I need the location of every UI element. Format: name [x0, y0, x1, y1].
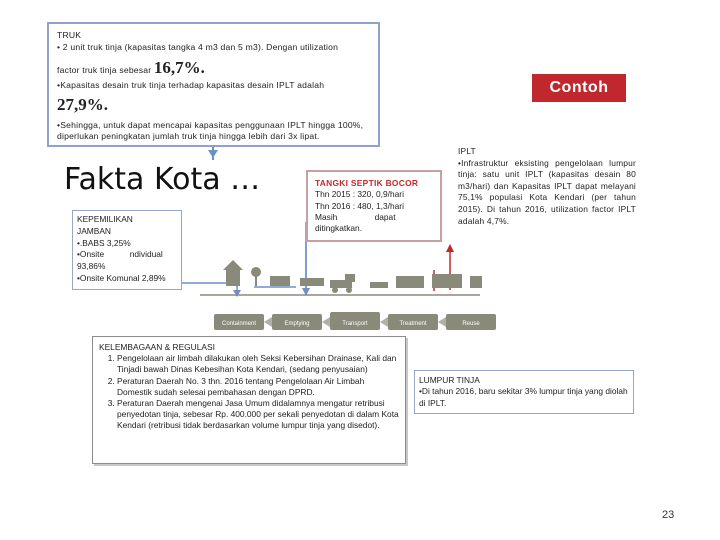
jamban-info-box [72, 210, 182, 290]
contoh-badge: Contoh [532, 74, 626, 102]
jamban-line2: JAMBAN [77, 225, 111, 236]
tangki-info-box [306, 170, 442, 242]
jamban-line4: •Onsite ndividual [77, 249, 163, 260]
stage-label-0: Containment [221, 321, 257, 327]
jamban-line6: •Onsite Komunal 2,89% [77, 272, 166, 283]
jamban-line5: 93,86% [77, 261, 106, 272]
lumpur-body: •Di tahun 2016, baru sekitar 3% lumpur tinja yang diolah di IPLT. [419, 386, 628, 408]
lumpur-info-box [414, 370, 634, 414]
truk-heading: TRUK [57, 30, 82, 40]
page-number: 23 [662, 509, 675, 521]
list-item: 3. Peraturan Daerah mengenai Jasa Umum didalamnya mengatur retribusi penyedotan tinja, sebesar Rp. 400.000 per sekali penyedotan di dalam Kota Kendari (retribusi tidak berdasarkan volume lumpur tinja yang disedot). [117, 398, 399, 432]
tangki-heading: TANGKI SEPTIK BOCOR [315, 178, 419, 188]
jamban-line3: •.BABS 3,25% [77, 237, 131, 248]
iplt-info [458, 146, 636, 227]
tangki-line1: Thn 2015 : 320, 0,9/hari [315, 189, 404, 200]
jamban-heading: KEPEMILIKAN [77, 214, 133, 224]
sanitation-chain-illustration [223, 260, 482, 293]
list-item: 1. Pengelolaan air limbah dilakukan oleh Seksi Kebersihan Drainase, Kali dan Tinjadi bawah Dinas Kebesihan Kota Kendari, (sedang penyusaian) [117, 353, 399, 375]
stage-label-2: Transport [342, 321, 368, 327]
page-title: Fakta Kota … [64, 162, 261, 197]
iplt-body: •Infrastruktur eksisting pengelolaan lumpur tinja: satu unit IPLT (kapasitas desain 80 m3/hari) dan Kapasitas IPLT dapat melayani 75,1% populasi Kota Kendari (per tahun 2015). Di tahun 2016, utilization factor IPLT adalah 4,7%. [458, 157, 636, 226]
truk-line1: • 2 unit truk tinja (kapasitas tangka 4 m3 dan 5 m3). Dengan utilization [57, 41, 339, 52]
tank-icon [270, 276, 290, 286]
kelembagaan-info-box [92, 336, 406, 464]
truk-line3: •Kapasitas desain truk tinja terhadap kapasitas desain IPLT adalah [57, 80, 325, 91]
kelembagaan-list [99, 353, 399, 431]
house-icon [226, 268, 240, 286]
tree-icon [251, 267, 261, 277]
truk-info-box [47, 22, 380, 147]
tangki-line4: ditingkatkan. [315, 223, 363, 234]
list-item: 2. Peraturan Daerah No. 3 thn. 2016 tentang Pengelolaan Air Limbah Domestik sudah selesai pembahasan dengan DPRD. [117, 376, 399, 398]
treatment-plant-icon [396, 276, 424, 288]
truk-utilization-value: 16,7%. [153, 58, 205, 78]
truk-line2-prefix: factor truk tinja sebesar [57, 65, 152, 76]
lumpur-heading: LUMPUR TINJA [419, 375, 480, 385]
tangki-line2: Thn 2016 : 480, 1,3/hari [315, 200, 404, 211]
pipe-icon [300, 278, 324, 286]
truk-line5: •Sehingga, untuk dapat mencapai kapasitas penggunaan IPLT hingga 100%, diperlukan peningkatan jumlah truk tinja hingga lebih dari 3x lipat. [57, 119, 364, 142]
stage-label-3: Treatment [399, 321, 427, 327]
stage-label-1: Emptying [284, 321, 310, 327]
truk-capacity-value: 27,9%. [57, 94, 108, 114]
iplt-heading: IPLT [458, 146, 476, 156]
kelembagaan-heading: KELEMBAGAAN & REGULASI [99, 342, 215, 352]
stage-label-4: Reuse [462, 321, 480, 327]
tangki-line3: Masih dapat [315, 212, 396, 223]
